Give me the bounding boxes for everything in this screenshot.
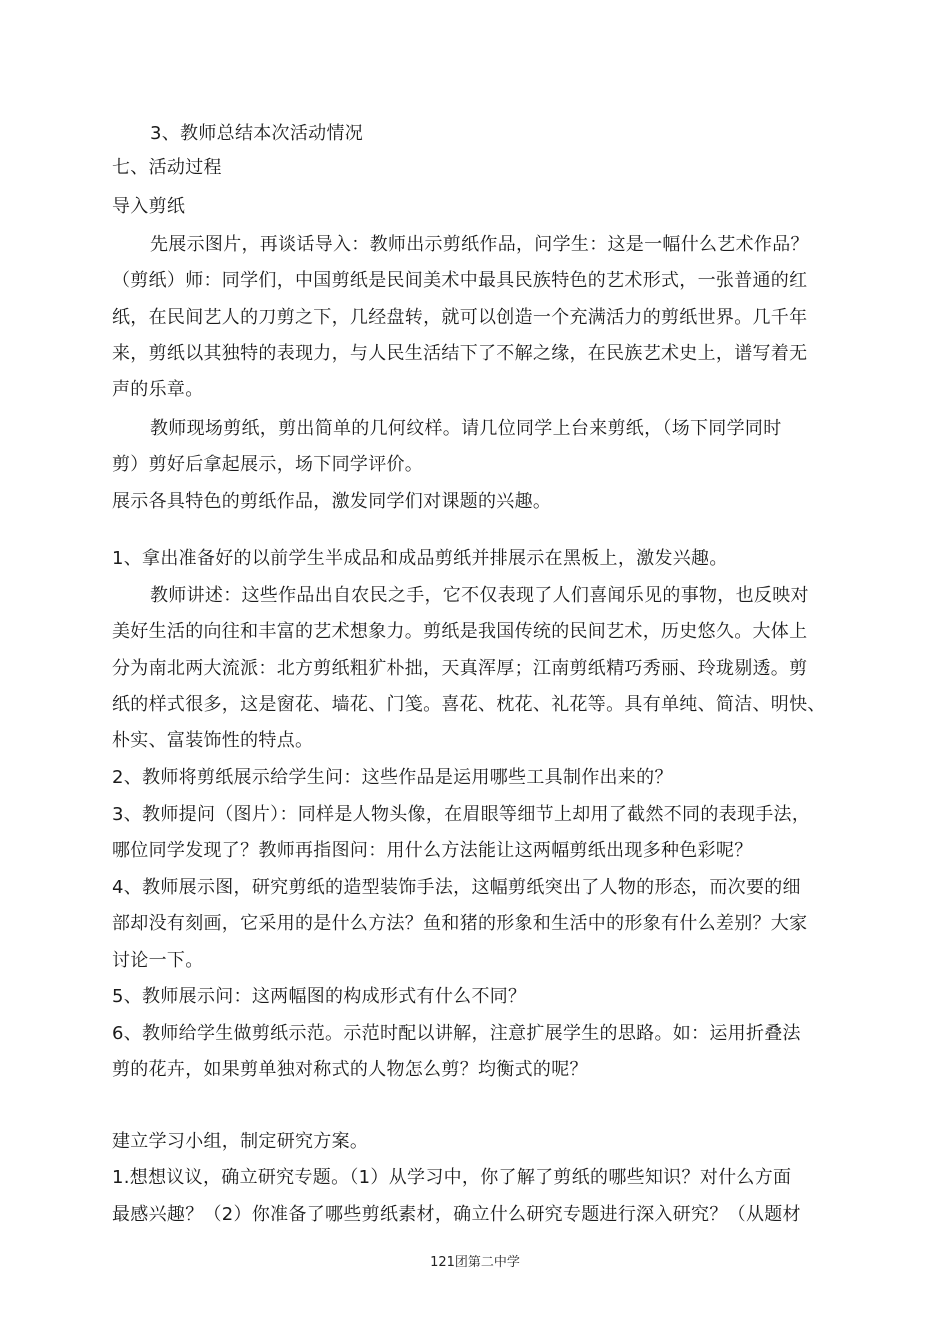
text-line: 3、教师提问（图片）：同样是人物头像，在眉眼等细节上却用了截然不同的表现手法， xyxy=(112,804,811,825)
text-line: 5、教师展示问：这两幅图的构成形式有什么不同？ xyxy=(112,986,527,1007)
text-line: 来，剪纸以其独特的表现力，与人民生活结下了不解之缘，在民族艺术史上，谱写着无 xyxy=(112,343,808,364)
text-line: 讨论一下。 xyxy=(112,950,204,971)
text-line: 先展示图片，再谈话导入：教师出示剪纸作品，问学生：这是一幅什么艺术作品？ xyxy=(150,234,809,255)
text-line: 建立学习小组，制定研究方案。 xyxy=(112,1131,369,1152)
text-line: 分为南北两大流派：北方剪纸粗犷朴拙，天真浑厚；江南剪纸精巧秀丽、玲珑剔透。剪 xyxy=(112,658,808,679)
text-line: 4、教师展示图，研究剪纸的造型装饰手法，这幅剪纸突出了人物的形态，而次要的细 xyxy=(112,877,801,898)
section-heading: 七、活动过程 xyxy=(112,157,222,178)
text-line: 剪的花卉，如果剪单独对称式的人物怎么剪？均衡式的呢？ xyxy=(112,1059,588,1080)
text-line: 朴实、富装饰性的特点。 xyxy=(112,730,314,751)
text-line: 声的乐章。 xyxy=(112,379,204,400)
text-line: 部却没有刻画，它采用的是什么方法？鱼和猪的形象和生活中的形象有什么差别？大家 xyxy=(112,913,808,934)
text-line: 剪）剪好后拿起展示，场下同学评价。 xyxy=(112,454,424,475)
text-line: 纸，在民间艺人的刀剪之下，几经盘转，就可以创造一个充满活力的剪纸世界。几千年 xyxy=(112,307,808,328)
text-line: 3、教师总结本次活动情况 xyxy=(150,123,364,144)
text-line: 美好生活的向往和丰富的艺术想象力。剪纸是我国传统的民间艺术，历史悠久。大体上 xyxy=(112,621,808,642)
text-line: 教师讲述：这些作品出自农民之手，它不仅表现了人们喜闻乐见的事物，也反映对 xyxy=(150,585,809,606)
subheading: 导入剪纸 xyxy=(112,196,186,217)
text-line: 纸的样式很多，这是窗花、墙花、门笺。喜花、枕花、礼花等。具有单纯、简洁、明快、 xyxy=(112,694,826,715)
page-footer: 121团第二中学 xyxy=(430,1255,520,1270)
text-line: 哪位同学发现了？教师再指图问：用什么方法能让这两幅剪纸出现多种色彩呢？ xyxy=(112,840,753,861)
text-line: 1、拿出准备好的以前学生半成品和成品剪纸并排展示在黑板上，激发兴趣。 xyxy=(112,548,728,569)
text-line: 6、教师给学生做剪纸示范。示范时配以讲解，注意扩展学生的思路。如：运用折叠法 xyxy=(112,1023,801,1044)
text-line: 教师现场剪纸，剪出简单的几何纹样。请几位同学上台来剪纸，（场下同学同时 xyxy=(150,418,782,439)
text-line: （剪纸）师：同学们，中国剪纸是民间美术中最具民族特色的艺术形式，一张普通的红 xyxy=(112,270,808,291)
text-line: 1.想想议议，确立研究专题。（1）从学习中，你了解了剪纸的哪些知识？对什么方面 xyxy=(112,1167,792,1188)
text-line: 最感兴趣？（2）你准备了哪些剪纸素材，确立什么研究专题进行深入研究？（从题材 xyxy=(112,1204,801,1225)
text-line: 2、教师将剪纸展示给学生问：这些作品是运用哪些工具制作出来的？ xyxy=(112,767,673,788)
text-line: 展示各具特色的剪纸作品，激发同学们对课题的兴趣。 xyxy=(112,491,552,512)
